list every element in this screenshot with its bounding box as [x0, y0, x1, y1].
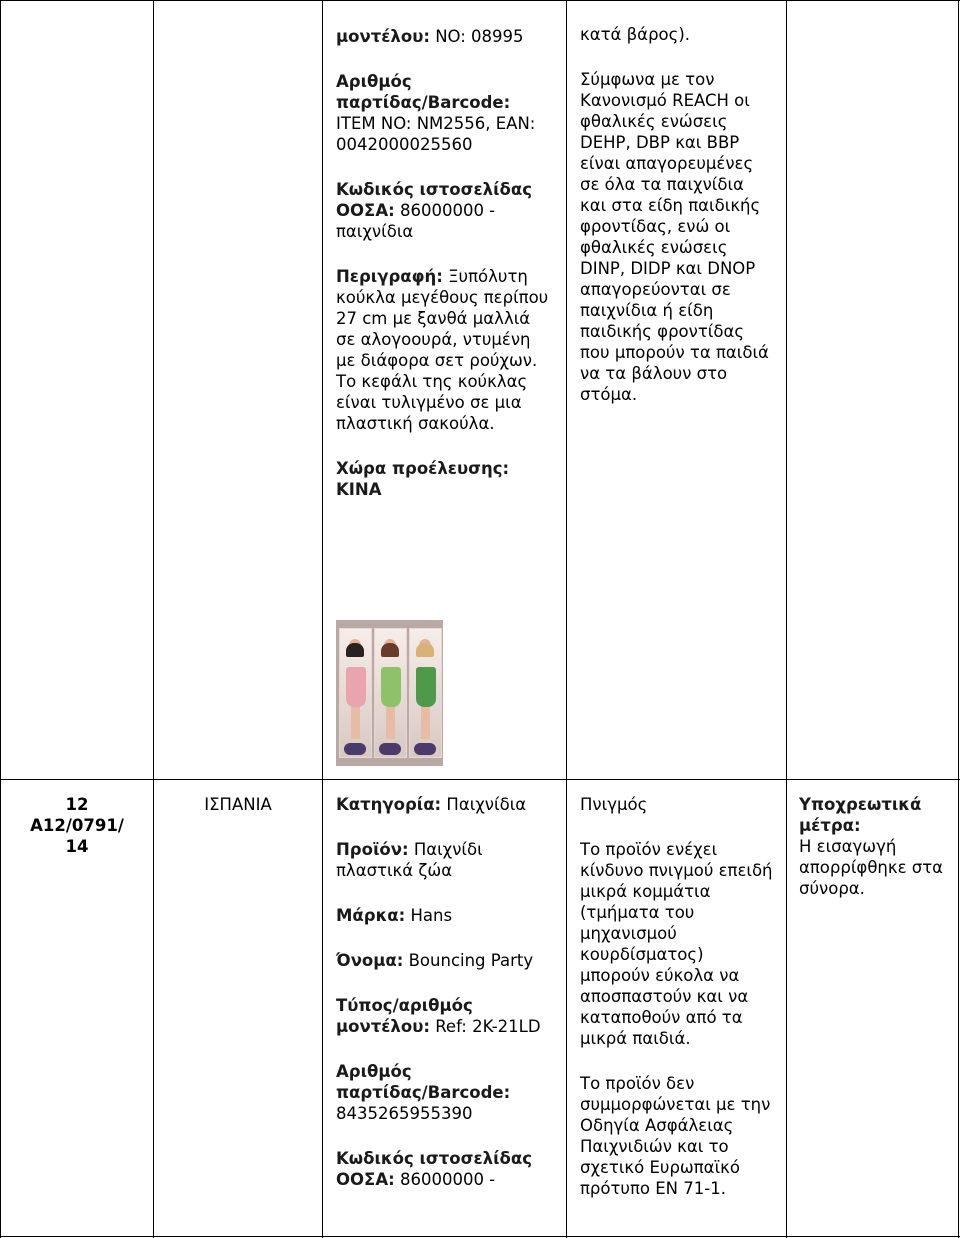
- batch-value: ITEM NO: NM2556, EAN: 0042000025560: [336, 114, 536, 154]
- description-value: Ξυπόλυτη κούκλα μεγέθους περίπου 27 cm με ξανθά μαλλιά σε αλογοουρά, ντυμένη με διάφορα σετ ρούχων. Το κεφάλι της κούκλας είναι τυλιγμένο σε μια πλαστική σακούλα.: [336, 267, 549, 433]
- country-value: ΙΣΠΑΝΙΑ: [204, 795, 272, 814]
- type-value: Ref: 2K-21LD: [435, 1017, 541, 1036]
- table-border-right: [958, 0, 959, 1238]
- risk-continuation: κατά βάρος).: [580, 25, 690, 44]
- batch-label: Αριθμός παρτίδας/Barcode:: [336, 72, 511, 112]
- category-line: [336, 794, 551, 815]
- doll-box-1: [339, 628, 372, 758]
- risk-cell: [580, 794, 775, 1223]
- product-photo: [336, 620, 443, 766]
- batch-line: [336, 71, 551, 155]
- measures-value: Η εισαγωγή απορρίφθηκε στα σύνορα.: [799, 837, 944, 898]
- product-cell: [336, 794, 551, 1214]
- description-label: Περιγραφή:: [336, 267, 443, 286]
- table-border-top: [0, 0, 960, 1]
- product-value: Παιχνίδι πλαστικά ζώα: [336, 840, 483, 880]
- category-value: Παιχνίδια: [446, 795, 527, 814]
- doll-box-3: [409, 628, 442, 758]
- description-line: [336, 266, 551, 434]
- name-label: Όνομα:: [336, 951, 404, 970]
- column-divider-1: [153, 0, 154, 1238]
- brand-label: Μάρκα:: [336, 906, 406, 925]
- doll-box-2: [374, 628, 407, 758]
- type-label: Τύπος/αριθμός μοντέλου:: [336, 996, 473, 1036]
- origin-line: [336, 458, 551, 500]
- model-value: NO: 08995: [435, 27, 524, 46]
- risk-description: Το προϊόν ενέχει κίνδυνο πνιγμού επειδή μικρά κομμάτια (τμήματα του μηχανισμού κουρδίσματος) μπορούν εύκολα να αποσπαστούν και να καταποθούν από τα μικρά παιδιά.: [580, 840, 773, 1048]
- column-divider-3: [566, 0, 567, 1238]
- model-line: [336, 26, 551, 47]
- measures-cell: [799, 794, 949, 923]
- row-number-cell: [1, 794, 153, 857]
- name-value: Bouncing Party: [408, 951, 534, 970]
- column-divider-4: [786, 0, 787, 1238]
- top-product-cell: [336, 26, 551, 524]
- brand-line: [336, 905, 551, 926]
- origin-value: ΚΙΝΑ: [336, 480, 382, 499]
- product-line: [336, 839, 551, 881]
- model-label: μοντέλου:: [336, 27, 430, 46]
- measures-label: Υποχρεωτικά μέτρα:: [799, 795, 922, 835]
- reach-regulation-text: Σύμφωνα με τον Κανονισμό REACH οι φθαλικές ενώσεις DEHP, DBP και BBP είναι απαγορευμένες σε όλα τα παιχνίδια και στα είδη παιδικής φροντίδας, ενώ οι φθαλικές ενώσεις DINP, DIDP και DNOP απαγορεύονται σε παιχνίδια ή είδη παιδικής φροντίδας που μπορούν τα παιδιά να τα βάλουν στο στόμα.: [580, 70, 769, 404]
- barcode-value: 8435265955390: [336, 1104, 473, 1123]
- measures-line: [799, 794, 949, 899]
- brand-value: Hans: [410, 906, 453, 925]
- table-border-left: [0, 0, 1, 1238]
- oecd-value-2: 86000000 -: [399, 1170, 496, 1189]
- oecd-line: [336, 179, 551, 242]
- origin-label: Χώρα προέλευσης:: [336, 459, 510, 478]
- category-label: Κατηγορία:: [336, 795, 442, 814]
- top-risk-cell: [580, 24, 775, 429]
- row-number: 12: [65, 795, 89, 814]
- product-label: Προϊόν:: [336, 840, 409, 859]
- table-border-bottom: [0, 1236, 960, 1237]
- type-line: [336, 995, 551, 1037]
- oecd-line-2: [336, 1148, 551, 1190]
- risk-title: Πνιγμός: [580, 795, 648, 814]
- row-reference-line1: A12/0791/: [30, 816, 124, 835]
- oecd-value: 86000000 - παιχνίδια: [336, 201, 496, 241]
- barcode-line: [336, 1061, 551, 1124]
- row-divider: [0, 779, 960, 780]
- name-line: [336, 950, 551, 971]
- column-divider-2: [322, 0, 323, 1238]
- barcode-label: Αριθμός παρτίδας/Barcode:: [336, 1062, 511, 1102]
- oecd-label: Κωδικός ιστοσελίδας ΟΟΣΑ:: [336, 180, 532, 220]
- risk-compliance: Το προϊόν δεν συμμορφώνεται με την Οδηγία Ασφάλειας Παιχνιδιών και το σχετικό Ευρωπαϊκό πρότυπο EN 71-1.: [580, 1074, 771, 1198]
- country-cell: [154, 794, 322, 815]
- row-reference-line2: 14: [65, 837, 89, 856]
- oecd-label-2: Κωδικός ιστοσελίδας ΟΟΣΑ:: [336, 1149, 532, 1189]
